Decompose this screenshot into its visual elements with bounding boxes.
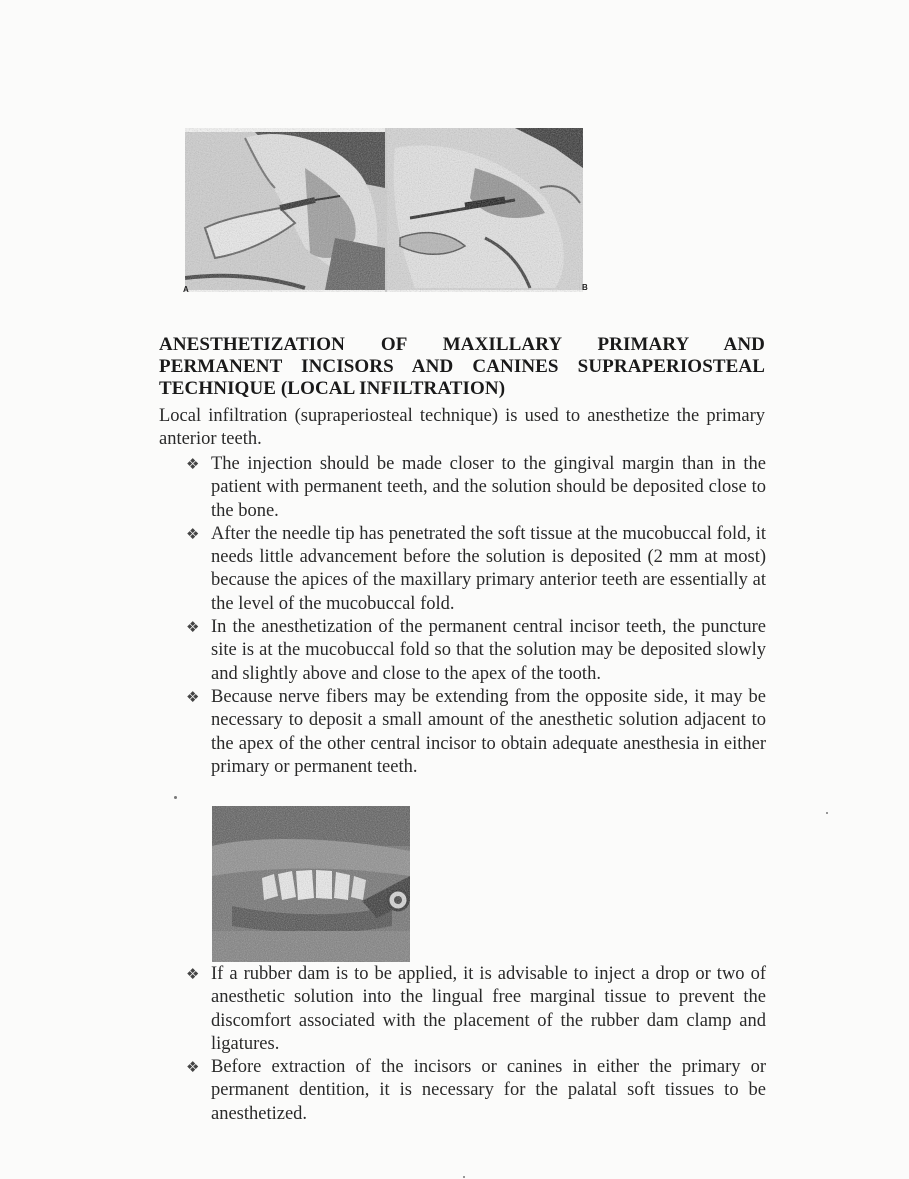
scan-speck [174,796,177,799]
bullet-diamond-icon: ❖ [186,524,200,543]
bullet-list-2 [186,963,766,1126]
figure-teeth-photo [212,806,412,962]
list-item [186,453,766,523]
bullet-text: After the needle tip has penetrated the soft tissue at the mucobuccal fold, it needs little advancement before the solution is deposited (2 mm at most) because the apices of the maxillary primary anterior teeth are essentially at the level of the mucobuccal fold. [211,523,766,614]
list-item [186,616,766,686]
figure-label-b: B [582,283,588,292]
bullet-diamond-icon: ❖ [186,618,200,637]
figure-injection-photos [185,128,583,292]
list-item [186,686,766,779]
scan-speck [826,812,828,814]
bullet-text: If a rubber dam is to be applied, it is advisable to inject a drop or two of anesthetic solution into the lingual free marginal tissue to prevent the discomfort associated with the placement of the rubber dam clamp and ligatures. [211,964,766,1054]
list-item [186,523,766,616]
bullet-diamond-icon: ❖ [186,1058,200,1077]
bullet-text: The injection should be made closer to the gingival margin than in the patient with permanent teeth, and the solution should be deposited close to the bone. [211,454,766,521]
intro-paragraph: Local infiltration (supraperiosteal technique) is used to anesthetize the primary anterior teeth. [159,406,765,449]
bullet-diamond-icon: ❖ [186,687,200,706]
scan-speck [463,1176,465,1178]
list-item [186,963,766,1056]
section-heading: ANESTHETIZATION OF MAXILLARY PRIMARY AND PERMANENT INCISORS AND CANINES SUPRAPERIOSTEAL TECHNIQUE (LOCAL INFILTRATION) [159,334,765,399]
list-item [186,1056,766,1126]
bullet-list-1 [186,453,766,779]
figure-label-a: A [183,285,189,294]
bullet-diamond-icon: ❖ [186,965,200,983]
bullet-text: In the anesthetization of the permanent central incisor teeth, the puncture site is at the mucobuccal fold so that the solution may be deposited slowly and slightly above and close to the apex of the tooth. [211,617,766,684]
bullet-diamond-icon: ❖ [186,455,200,473]
bullet-text: Before extraction of the incisors or canines in either the primary or permanent dentition, it is necessary for the palatal soft tissues to be anesthetized. [211,1057,766,1124]
injection-photos-image [185,128,583,292]
teeth-photo-image [212,806,412,962]
bullet-text: Because nerve fibers may be extending from the opposite side, it may be necessary to deposit a small amount of the anesthetic solution adjacent to the apex of the other central incisor to obtain adequate anesthesia in either primary or permanent teeth. [211,686,766,777]
